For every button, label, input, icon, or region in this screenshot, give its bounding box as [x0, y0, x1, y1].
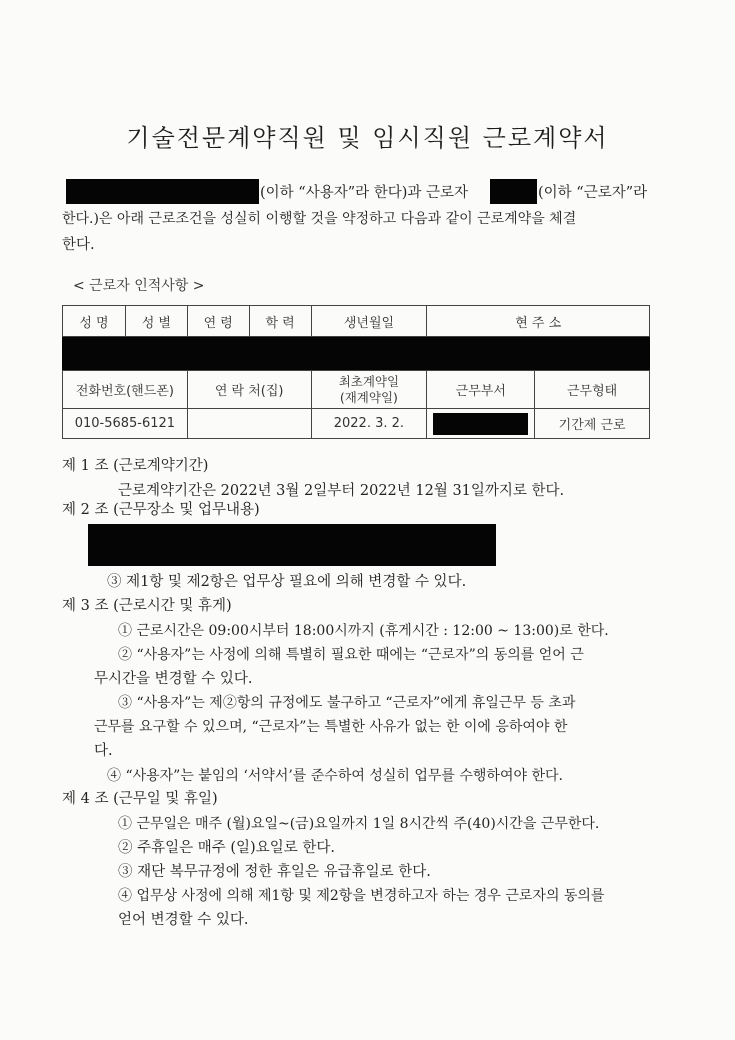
article-4-line-2: ② 주휴일은 매주 (일)요일로 한다. [118, 840, 335, 856]
header-first-contract-date [311, 371, 427, 409]
cell-first-contract-date: 2022. 3. 2. [311, 409, 427, 439]
header-first-contract-label: 최초계약일 [338, 373, 400, 389]
table-row [63, 409, 650, 439]
article-4-line-5: 얻어 변경할 수 있다. [118, 912, 249, 928]
section-title-personal-info: < 근로자 인적사항 > [73, 278, 205, 294]
article-2-title: 제 2 조 (근무장소 및 업무내용) [62, 502, 260, 518]
header-recontract-label: (재계약일) [339, 389, 398, 405]
article-4-line-1: ① 근무일은 매주 (월)요일~(금)요일까지 1일 8시간씩 주(40)시간을 근무한다. [118, 816, 600, 832]
intro-line-1a: (이하 “사용자”라 한다)과 근로자 [260, 185, 469, 201]
article-3-line-5: 근무를 요구할 수 있으며, “근로자”는 특별한 사유가 없는 한 이에 응하여야 한 [94, 719, 568, 735]
header-home-contact: 연 락 처(집) [187, 371, 311, 409]
table-redacted-row [63, 337, 650, 371]
header-name: 성 명 [63, 306, 126, 337]
header-phone: 전화번호(핸드폰) [63, 371, 188, 409]
document-title: 기술전문계약직원 및 임시직원 근로계약서 [126, 124, 609, 152]
article-3-line-4: ③ “사용자”는 제②항의 규정에도 불구하고 “근로자”에게 휴일근무 등 초과 [118, 695, 576, 711]
article-4-line-3: ③ 재단 복무규정에 정한 휴일은 유급휴일로 한다. [118, 864, 431, 880]
redacted-department [433, 413, 528, 435]
article-3-line-3: 무시간을 변경할 수 있다. [94, 671, 253, 687]
cell-department [427, 409, 535, 439]
personal-info-table [62, 305, 650, 371]
article-4-line-4: ④ 업무상 사정에 의해 제1항 및 제2항을 변경하고자 하는 경우 근로자의 동의를 [118, 888, 605, 904]
article-3-line-7: ④ “사용자”는 붙임의 ‘서약서’를 준수하여 성실히 업무를 수행하여야 한다. [107, 768, 563, 784]
intro-line-3: 한다. [62, 237, 95, 253]
article-3-line-2: ② “사용자”는 사정에 의해 특별히 필요한 때에는 “근로자”의 동의를 얻어 근 [118, 647, 584, 663]
article-4-title: 제 4 조 (근무일 및 휴일) [62, 791, 218, 807]
table-header-row-2 [63, 371, 650, 409]
article-1-title: 제 1 조 (근로계약기간) [62, 458, 209, 474]
header-work-type: 근무형태 [535, 371, 650, 409]
redacted-worker-name [490, 179, 537, 204]
cell-home-contact [187, 409, 311, 439]
table-header-row [63, 306, 650, 337]
contact-info-table [62, 370, 650, 439]
header-age: 연 령 [187, 306, 249, 337]
cell-phone: 010-5685-6121 [63, 409, 188, 439]
header-education: 학 력 [249, 306, 311, 337]
article-3-line-1: ① 근로시간은 09:00시부터 18:00시까지 (휴게시간 : 12:00 ~ 13:00)로 한다. [118, 623, 609, 639]
header-address: 현 주 소 [427, 306, 650, 337]
header-department: 근무부서 [427, 371, 535, 409]
article-3-line-6: 다. [94, 743, 113, 759]
redacted-personal-details [63, 337, 650, 371]
article-1-line-1: 근로계약기간은 2022년 3월 2일부터 2022년 12월 31일까지로 한다. [118, 483, 565, 499]
redacted-work-location [88, 524, 496, 566]
article-2-line-1: ③ 제1항 및 제2항은 업무상 필요에 의해 변경할 수 있다. [107, 574, 467, 590]
redacted-employer-name [66, 179, 259, 204]
header-birthdate: 생년월일 [311, 306, 427, 337]
intro-line-1b: (이하 “근로자”라 [538, 185, 648, 201]
intro-line-2: 한다.)은 아래 근로조건을 성실히 이행할 것을 약정하고 다음과 같이 근로계약을 체결 [62, 211, 577, 227]
cell-work-type: 기간제 근로 [535, 409, 650, 439]
article-3-title: 제 3 조 (근로시간 및 휴게) [62, 598, 232, 614]
header-gender: 성 별 [125, 306, 187, 337]
